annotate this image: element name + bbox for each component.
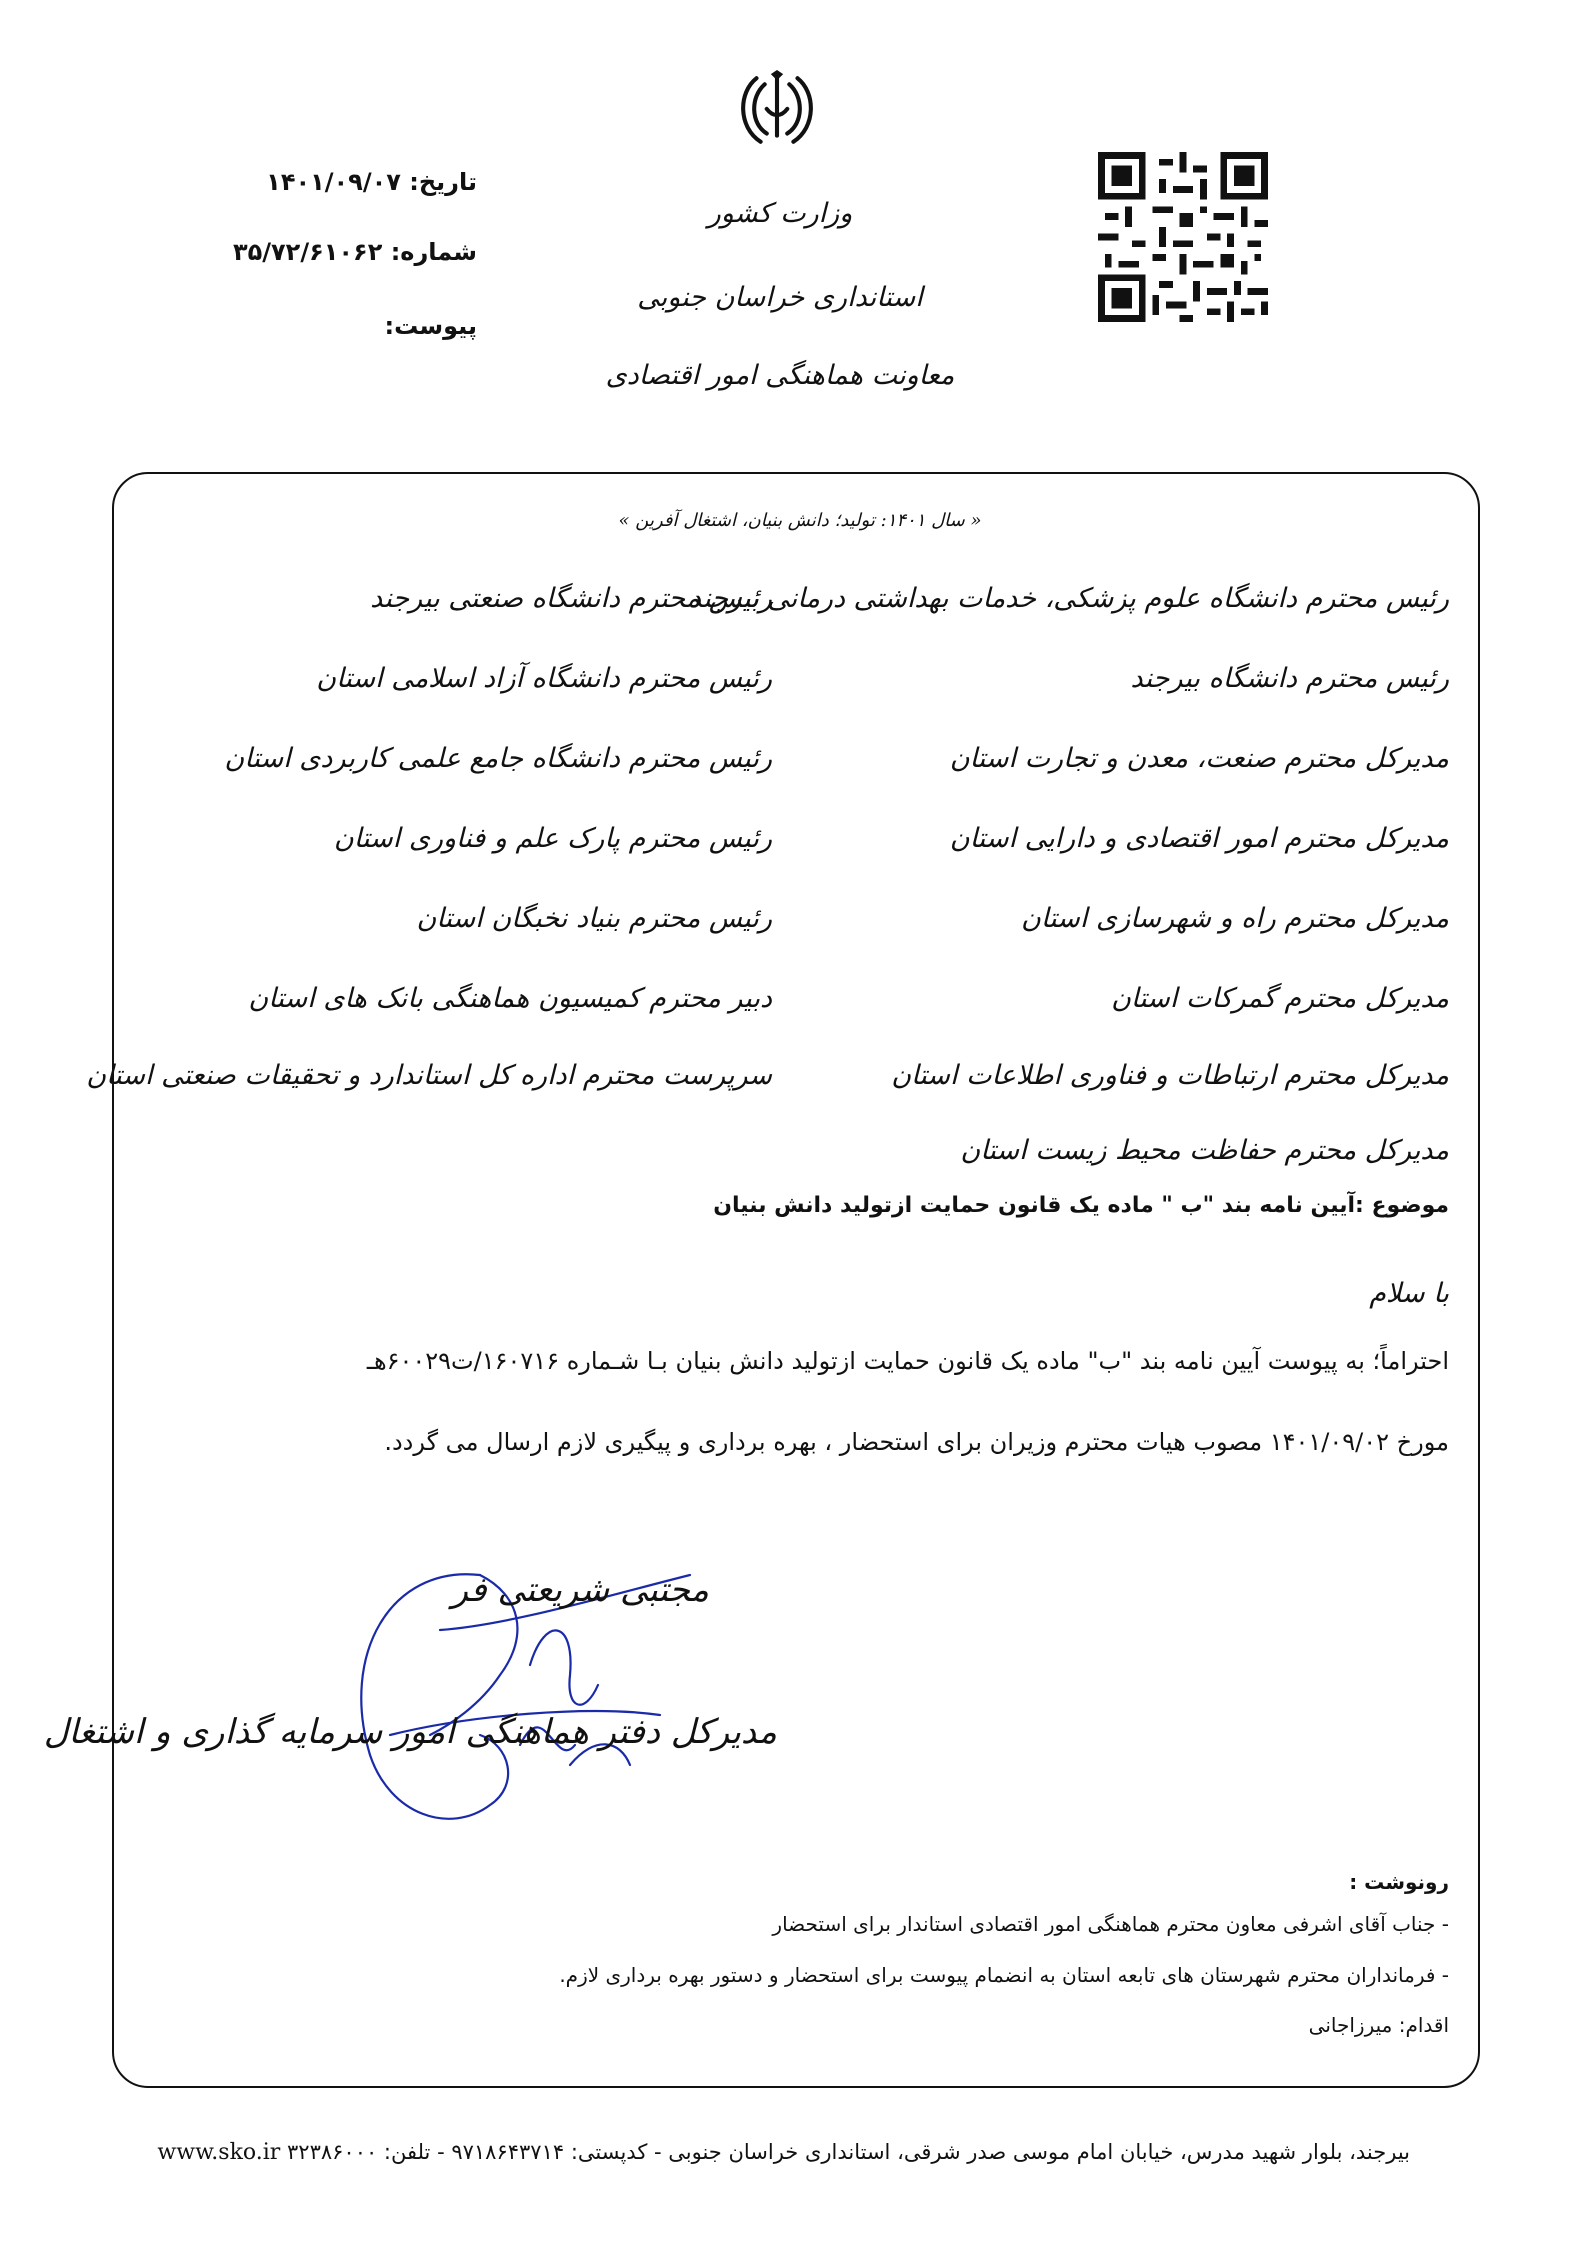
cc-item: - جناب آقای اشرفی معاون محترم هماهنگی امور اقتصادی استاندار برای استحضار: [772, 1912, 1449, 1936]
number-label: شماره:: [390, 238, 477, 266]
date-value: ۱۴۰۱/۰۹/۰۷: [266, 168, 401, 196]
recipient-right: مدیرکل محترم ارتباطات و فناوری اطلاعات استان: [891, 1060, 1449, 1091]
iran-emblem-icon: [736, 70, 818, 152]
recipient-left: رئیس محترم بنیاد نخبگان استان: [416, 903, 772, 934]
subject-line: موضوع :آیین نامه بند "ب " ماده یک قانون حمایت ازتولید دانش بنیان: [713, 1193, 1449, 1218]
letter-frame: [112, 472, 1480, 2088]
greeting: با سلام: [1369, 1278, 1449, 1309]
recipient-left: دبیر محترم کمیسیون هماهنگی بانک های استان: [248, 983, 772, 1014]
date-row: [266, 168, 477, 196]
recipient-right: مدیرکل محترم حفاظت محیط زیست استان: [960, 1135, 1449, 1166]
qr-code-icon: [1098, 152, 1268, 322]
body-paragraph-line-1: احتراماً؛ به پیوست آیین نامه بند "ب" ماده یک قانون حمایت ازتولید دانش بنیان بـا شـماره ۱۶۰۷۱۶/ت۶۰۰۲۹هـ: [366, 1347, 1449, 1375]
recipient-left: رئیس محترم دانشگاه صنعتی بیرجند: [370, 583, 772, 614]
footer-address-text: بیرجند، بلوار شهید مدرس، خیابان امام موسی صدر شرقی، استانداری خراسان جنوبی - کدپستی: ۹۷۱۸۶۴۳۷۱۴ - تلفن: ۳۲۳۸۶۰۰۰: [287, 2140, 1410, 2164]
cc-action: اقدام: میرزاجانی: [1308, 2013, 1449, 2037]
footer-website-link[interactable]: www.sko.ir: [157, 2140, 281, 2165]
recipient-right: مدیرکل محترم امور اقتصادی و دارایی استان: [949, 823, 1449, 854]
ministry-title: وزارت کشور: [707, 198, 853, 229]
recipient-right: رئیس محترم دانشگاه بیرجند: [1130, 663, 1449, 694]
number-value: ۳۵/۷۲/۶۱۰۶۲: [232, 238, 383, 266]
date-label: تاریخ:: [409, 168, 477, 196]
cc-heading: رونوشت :: [1349, 1870, 1449, 1894]
attachment-label: پیوست:: [384, 312, 477, 340]
recipient-left: رئیس محترم دانشگاه آزاد اسلامی استان: [316, 663, 772, 694]
recipient-right: مدیرکل محترم گمرکات استان: [1111, 983, 1449, 1014]
deputy-title: معاونت هماهنگی امور اقتصادی: [605, 360, 955, 391]
governorate-title: استانداری خراسان جنوبی: [637, 282, 923, 313]
recipient-right: رئیس محترم دانشگاه علوم پزشکی، خدمات بهداشتی درمانی بیرجند: [689, 583, 1449, 614]
number-row: [233, 238, 477, 266]
signatory-name: مجتبی شریعتی فر: [451, 1570, 709, 1610]
recipient-left: رئیس محترم دانشگاه جامع علمی کاربردی استان: [224, 743, 772, 774]
footer-address: [157, 2140, 1410, 2165]
attachment-row: [385, 312, 477, 340]
cc-item: - فرمانداران محترم شهرستان های تابعه استان به انضمام پیوست برای استحضار و دستور بهره برداری لازم.: [559, 1963, 1449, 1987]
year-slogan: « سال ۱۴۰۱: تولید؛ دانش بنیان، اشتغال آفرین »: [618, 510, 982, 531]
recipient-right: مدیرکل محترم راه و شهرسازی استان: [1021, 903, 1449, 934]
recipient-left: سرپرست محترم اداره کل استاندارد و تحقیقات صنعتی استان: [86, 1060, 772, 1091]
body-paragraph-line-2: مورخ ۱۴۰۱/۰۹/۰۲ مصوب هیات محترم وزیران برای استحضار ، بهره برداری و پیگیری لازم ارسال می گردد.: [384, 1428, 1449, 1456]
recipient-left: رئیس محترم پارک علم و فناوری استان: [333, 823, 772, 854]
recipient-right: مدیرکل محترم صنعت، معدن و تجارت استان: [949, 743, 1449, 774]
signatory-title: مدیرکل دفتر هماهنگی امور سرمایه گذاری و اشتغال: [43, 1712, 777, 1752]
